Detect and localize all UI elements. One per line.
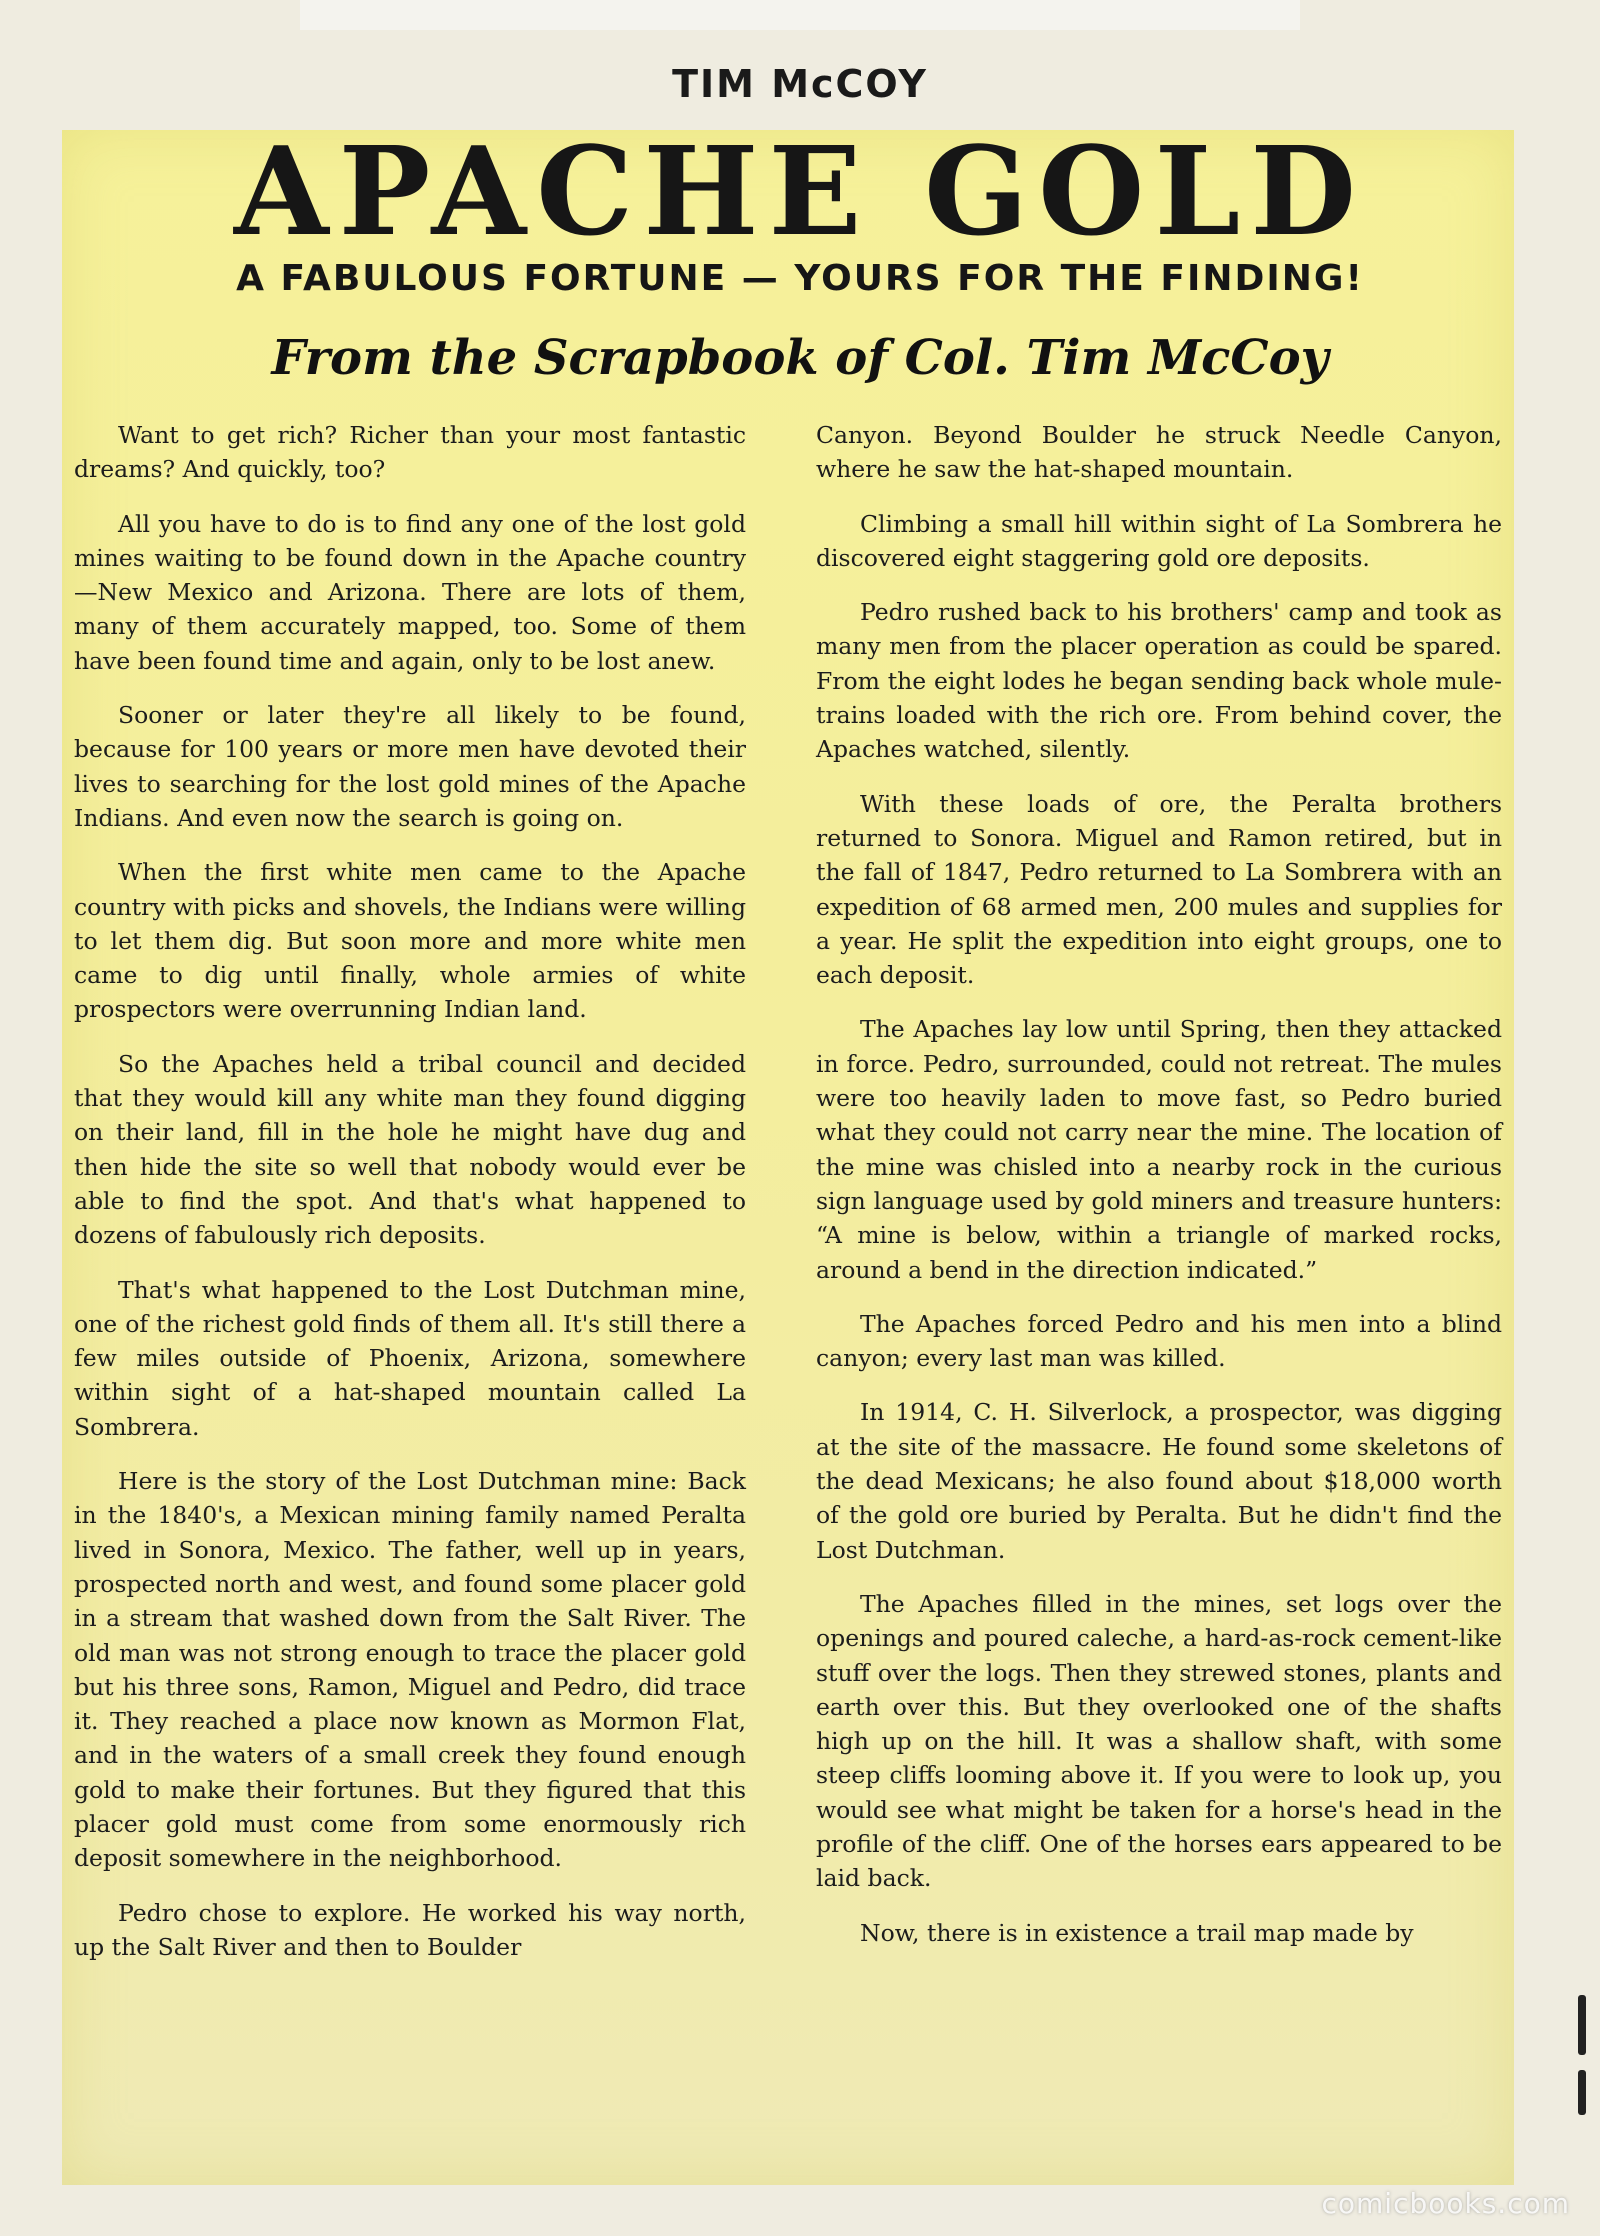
paragraph: Pedro chose to explore. He worked his way north, up the Salt River and then to Boulder: [74, 1898, 746, 1961]
left-column: [74, 418, 746, 1984]
edge-ink-mark: [1578, 1995, 1586, 2055]
paragraph: In 1914, C. H. Silverlock, a prospector, was digging at the site of the massacre. He found some skeletons of the dead Mexicans; he also found about $18,000 worth of the gold ore buried by Peralta. But he didn't find the Lost Dutchman.: [816, 1398, 1502, 1564]
article-subtitle: A FABULOUS FORTUNE — YOURS FOR THE FINDING!: [236, 258, 1364, 299]
paragraph: When the first white men came to the Apache country with picks and shovels, the Indians were willing to let them dig. But soon more and more white men came to dig until finally, whole armies of white prospectors were overrunning Indian land.: [74, 858, 746, 1024]
article-title: APACHE GOLD: [233, 119, 1367, 263]
paragraph: So the Apaches held a tribal council and decided that they would kill any white man they found digging on their land, fill in the hole he might have dug and then hide the site so well that nobody would ever be able to find the spot. And that's what happened to dozens of fabulously rich deposits.: [74, 1049, 746, 1250]
paragraph-continued: Canyon. Beyond Boulder he struck Needle Canyon, where he saw the hat-shaped mountain.: [816, 421, 1502, 484]
byline: From the Scrapbook of Col. Tim McCoy: [271, 330, 1329, 386]
watermark: comicbooks.com: [1321, 2187, 1570, 2220]
paragraph: Climbing a small hill within sight of La Sombrera he discovered eight staggering gold ore deposits.: [816, 509, 1502, 572]
paragraph: Now, there is in existence a trail map made by: [860, 1918, 1414, 1947]
paragraph: The Apaches forced Pedro and his men into a blind canyon; every last man was killed.: [816, 1309, 1502, 1373]
paragraph: Pedro rushed back to his brothers' camp and took as many men from the placer operation as could be spared. From the eight lodes he began sending back whole mule-trains loaded with the rich ore. From behind cover, the Apaches watched, silently.: [816, 598, 1502, 764]
paragraph: Here is the story of the Lost Dutchman mine: Back in the 1840's, a Mexican mining family named Peralta lived in Sonora, Mexico. The father, well up in years, prospected north and west, and found some placer gold in a stream that washed down from the Salt River. The old man was not strong enough to trace the placer gold but his three sons, Ramon, Miguel and Pedro, did trace it. They reached a place now known as Mormon Flat, and in the waters of a small creek they found enough gold to make their fortunes. But they figured that this placer gold must come from some enormously rich deposit somewhere in the neighborhood.: [74, 1467, 746, 1873]
paragraph: That's what happened to the Lost Dutchman mine, one of the richest gold finds of them all. It's still there a few miles outside of Phoenix, Arizona, somewhere within sight of a hat-shaped mountain called La Sombrera.: [74, 1275, 746, 1441]
paragraph: Want to get rich? Richer than your most fantastic dreams? And quickly, too?: [74, 421, 746, 484]
paragraph: Sooner or later they're all likely to be found, because for 100 years or more men have devoted their lives to searching for the lost gold mines of the Apache Indians. And even now the search is going on.: [74, 701, 746, 832]
paragraph: The Apaches lay low until Spring, then they attacked in force. Pedro, surrounded, could not retreat. The mules were too heavily laden to move fast, so Pedro buried what they could not carry near the mine. The location of the mine was chisled into a nearby rock in the curious sign language used by gold miners and treasure hunters: “A mine is below, within a triangle of marked rocks, around a bend in the direction indicated.”: [816, 1015, 1502, 1284]
top-margin-strip: [300, 0, 1300, 30]
paragraph: The Apaches filled in the mines, set logs over the openings and poured caleche, a hard-as-rock cement-like stuff over the logs. Then they strewed stones, plants and earth over this. But they overlooked one of the shafts high up on the hill. It was a shallow shaft, with some steep cliffs looming above it. If you were to look up, you would see what might be taken for a horse's head in the profile of the cliff. One of the horses ears appeared to be laid back.: [816, 1589, 1502, 1893]
paragraph: All you have to do is to find any one of the lost gold mines waiting to be found down in the Apache country—New Mexico and Arizona. There are lots of them, many of them accurately mapped, too. Some of them have been found time and again, only to be lost anew.: [74, 509, 746, 675]
edge-ink-mark: [1578, 2070, 1586, 2115]
series-name: TIM McCOY: [672, 62, 928, 106]
right-column: [816, 418, 1502, 1970]
paragraph: With these loads of ore, the Peralta brothers returned to Sonora. Miguel and Ramon retired, but in the fall of 1847, Pedro returned to La Sombrera with an expedition of 68 armed men, 200 mules and supplies for a year. He split the expedition into eight groups, one to each deposit.: [816, 789, 1502, 990]
